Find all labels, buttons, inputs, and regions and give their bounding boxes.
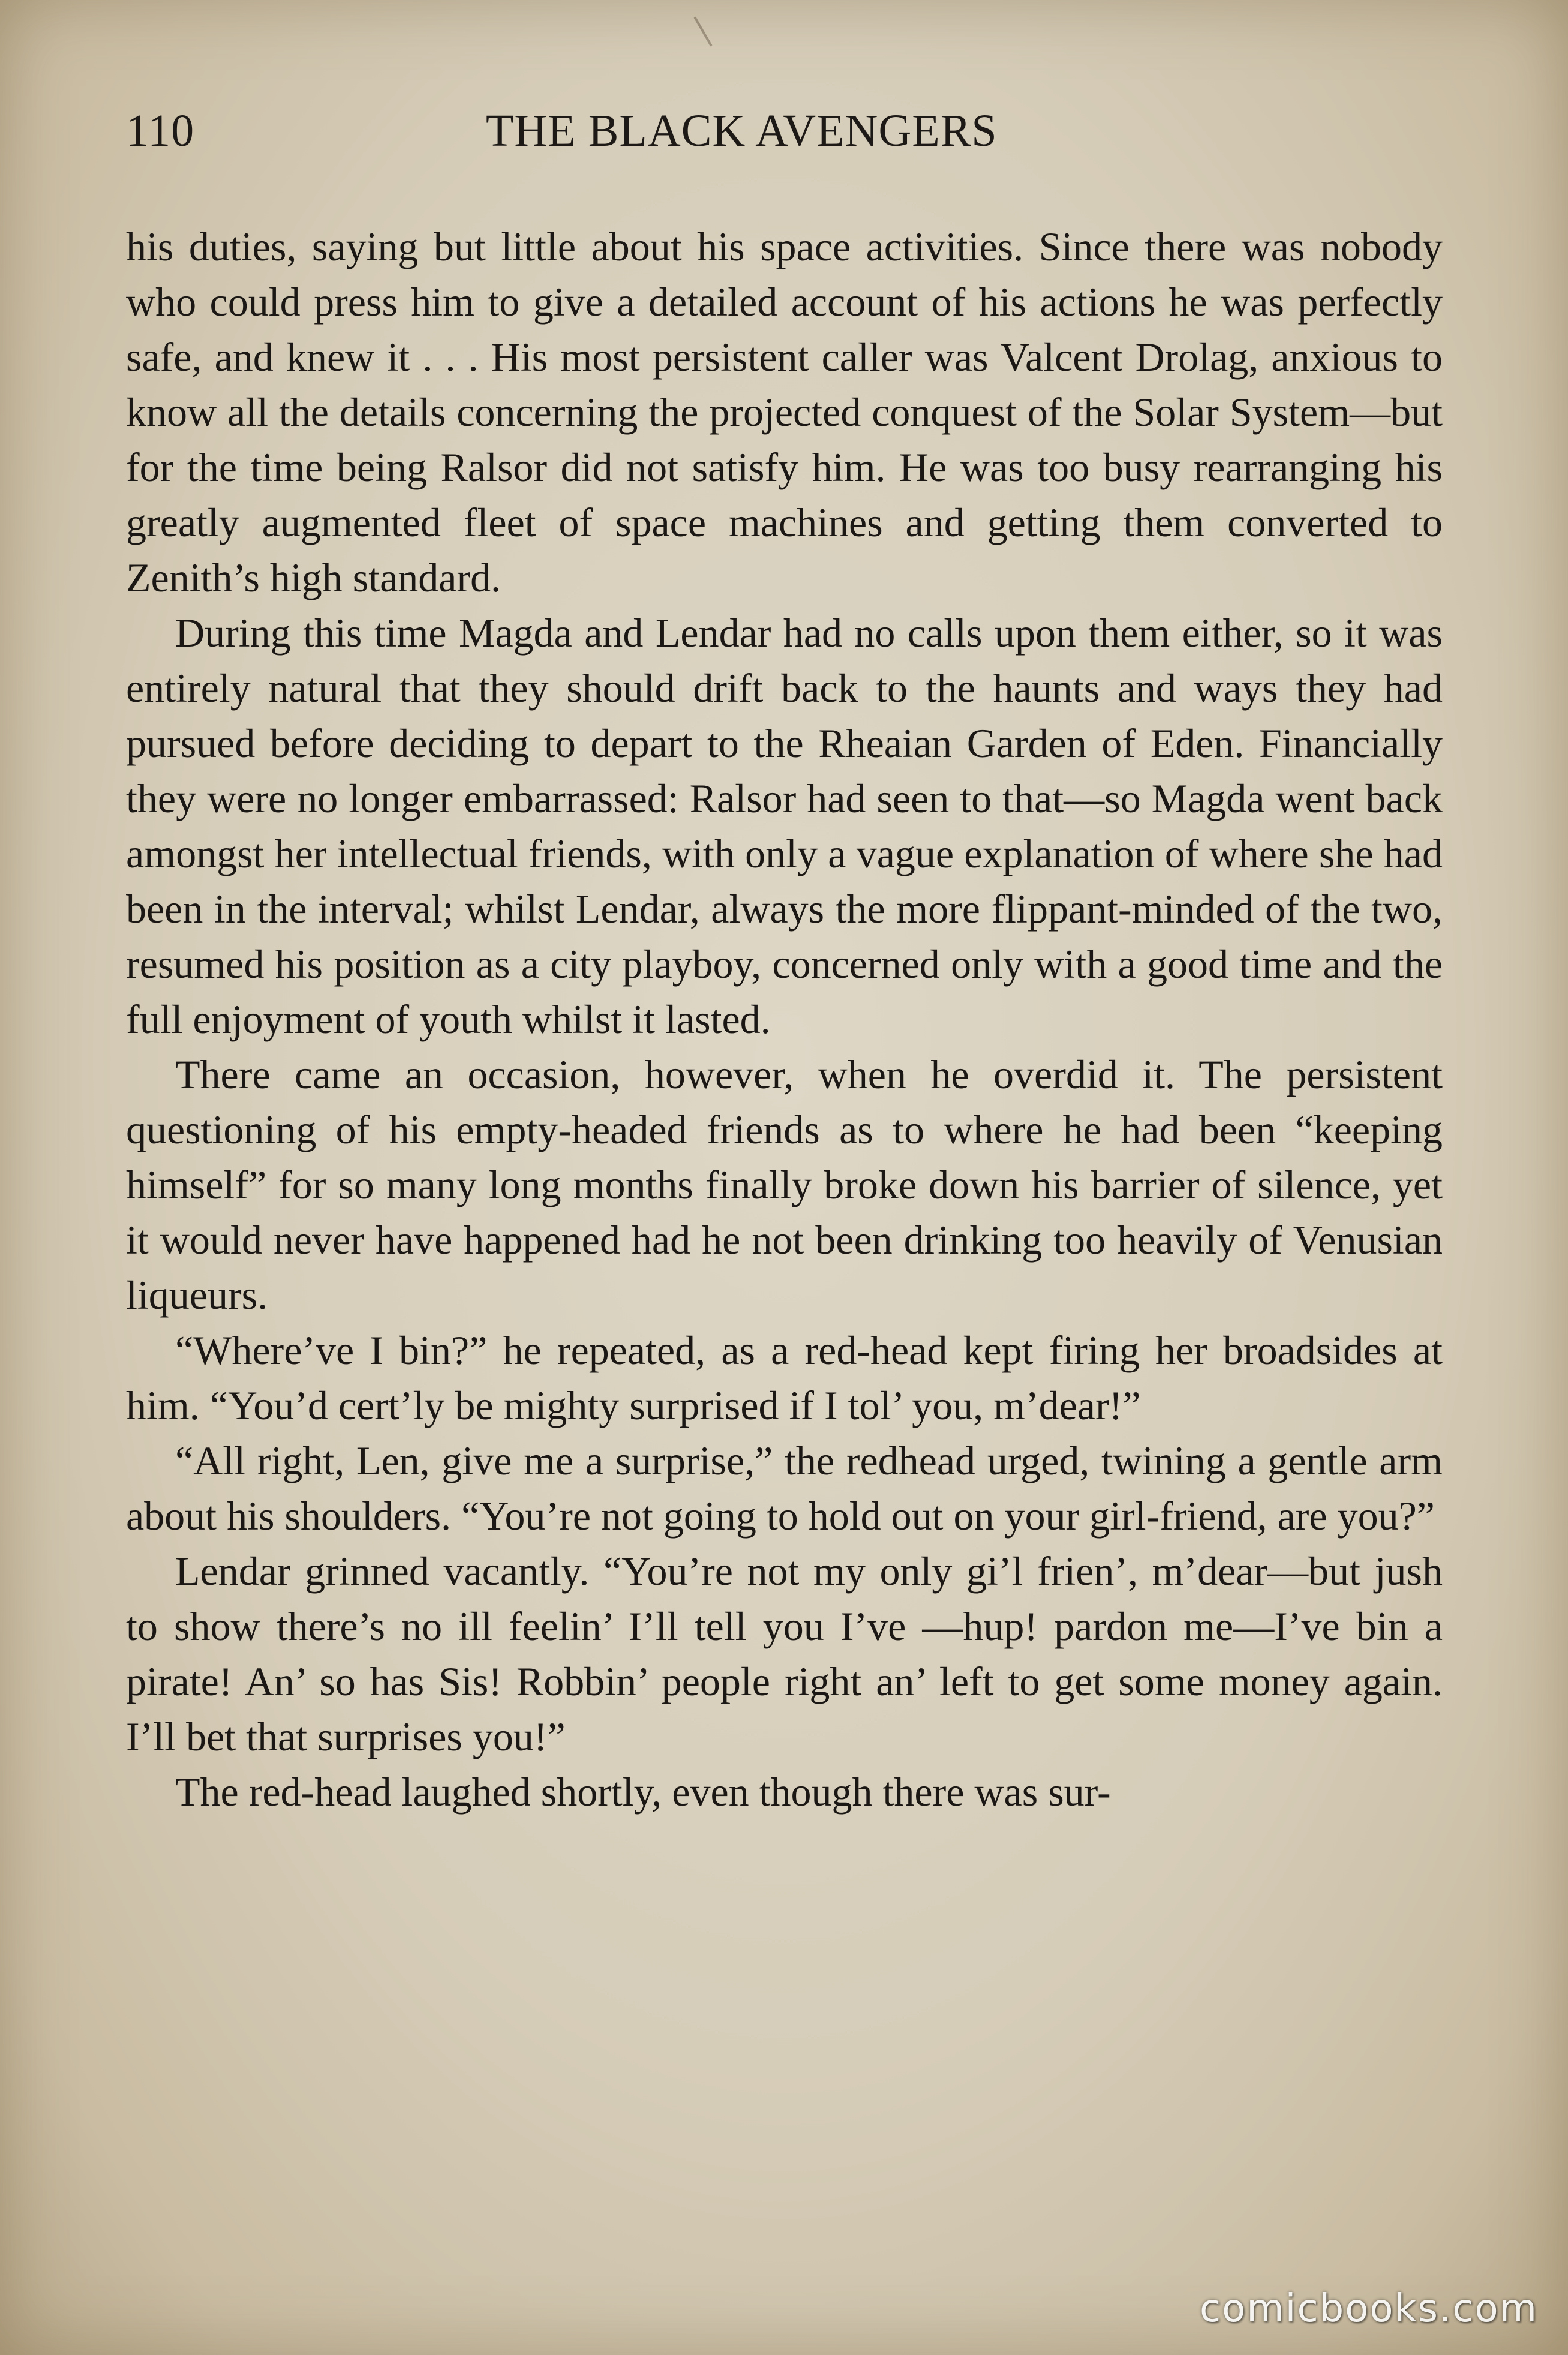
page-number: 110 xyxy=(126,106,195,156)
running-title: THE BLACK AVENGERS xyxy=(486,106,998,156)
paragraph-2: During this time Magda and Lendar had no calls upon them either, so it was entirely natural that they should drift back to the haunts and ways they had pursued before deciding to depart to the Rheaian Garden of Eden. Financially they were no longer embarrassed: Ralsor had seen to that—so Magda went back amongst her intellectual friends, with only a vague explanation of where she had been in the interval; whilst Lendar, always the more flippant-minded of the two, resumed his position as a city playboy, concerned only with a good time and the full enjoyment of youth whilst it lasted. xyxy=(126,610,1443,1042)
paragraph-4: “Where’ve I bin?” he repeated, as a red-head kept firing her broadsides at him. “You’d cert’ly be mighty surprised if I tol’ you, m’dear!” xyxy=(126,1327,1443,1428)
paragraph-6: Lendar grinned vacantly. “You’re not my only gi’l frien’, m’dear—but jush to show there’s no ill feelin’ I’ll tell you I’ve —hup! pardon me—I’ve bin a pirate! An’ so has Sis! Robbin’ people right an’ left to get some money again. I’ll bet that surprises you!” xyxy=(126,1548,1443,1759)
watermark: comicbooks.com xyxy=(1199,2287,1538,2331)
paragraph-1: his duties, saying but little about his space activities. Since there was nobody who could press him to give a detailed account of his actions he was perfectly safe, and knew it . . . His most persistent caller was Valcent Drolag, anxious to know all the details concerning the projected conquest of the Solar System—but for the time being Ralsor did not satisfy him. He was too busy rearranging his greatly augmented fleet of space machines and getting them converted to Zenith’s high standard. xyxy=(126,224,1443,600)
page-crease xyxy=(694,17,713,47)
page-header xyxy=(126,105,1446,171)
paragraph-5: “All right, Len, give me a surprise,” the redhead urged, twining a gentle arm about his shoulders. “You’re not going to hold out on your girl-friend, are you?” xyxy=(126,1438,1443,1539)
paragraph-3: There came an occasion, however, when he overdid it. The persistent questioning of his empty-headed friends as to where he had been “keeping himself” for so many long months finally broke down his barrier of silence, yet it would never have happened had he not been drinking too heavily of Venusian liqueurs. xyxy=(126,1052,1443,1318)
body-text xyxy=(126,219,1443,1819)
paragraph-7: The red-head laughed shortly, even though there was sur- xyxy=(175,1769,1111,1815)
